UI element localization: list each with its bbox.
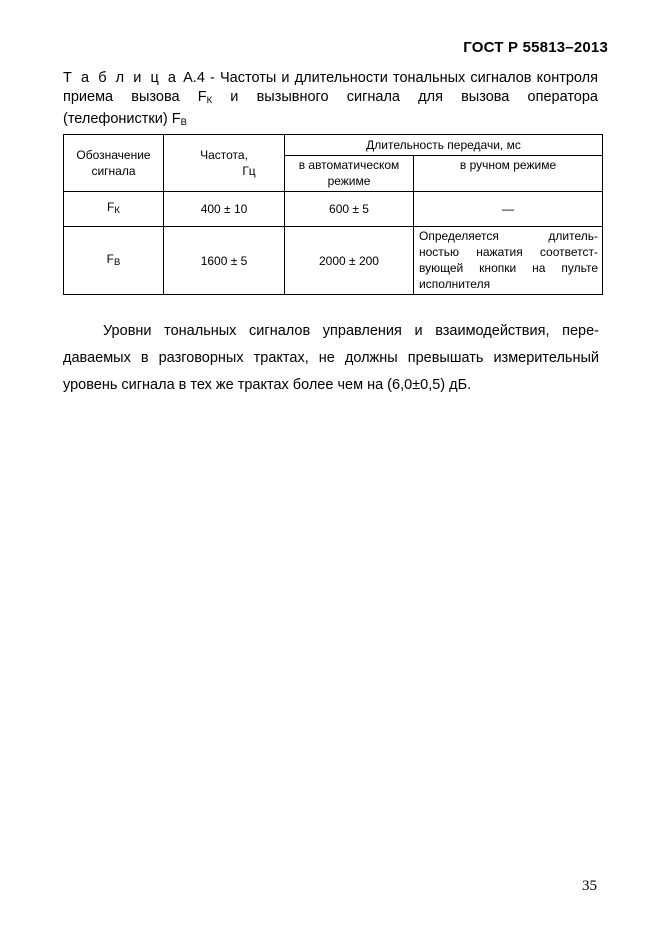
caption-line-3 xyxy=(63,110,598,132)
caption-label: Т а б л и ц а xyxy=(63,70,178,86)
cell-frequency: 400 ± 10 xyxy=(164,192,285,227)
caption-text-2a: приема вызова F xyxy=(63,89,207,105)
caption-line-1 xyxy=(63,69,598,88)
caption-text-1: - Частоты и длительности тональных сигналов контроля xyxy=(204,70,598,86)
signal-sub: В xyxy=(114,256,121,268)
signal-letter: F xyxy=(106,251,114,266)
header-frequency xyxy=(164,135,285,192)
table-row xyxy=(64,192,603,227)
header-frequency-line1: Частота, xyxy=(200,148,248,162)
signal-sub: К xyxy=(114,205,120,216)
page-number: 35 xyxy=(582,878,597,894)
caption-line-2 xyxy=(63,88,598,110)
caption-text-3a: (телефонистки) F xyxy=(63,111,181,127)
header-auto-mode xyxy=(285,156,414,192)
caption-sub-v: В xyxy=(180,117,187,128)
paragraph-line-1: Уровни тональных сигналов управления и взаимодействия, пере- xyxy=(103,323,599,339)
cell-manual xyxy=(414,227,603,295)
manual-line1: Определяется длитель- xyxy=(419,229,598,243)
paragraph-line-3: уровень сигнала в тех же трактах более чем на (6,0±0,5) дБ. xyxy=(63,377,472,393)
header-designation xyxy=(64,135,164,192)
cell-auto: 2000 ± 200 xyxy=(285,227,414,295)
cell-signal xyxy=(64,192,164,227)
header-auto-line2: режиме xyxy=(327,174,371,188)
header-auto-line1: в автоматическом xyxy=(298,158,400,172)
body-paragraph xyxy=(63,318,599,399)
table-caption xyxy=(63,69,598,132)
header-designation-line1: Обозначение xyxy=(76,148,151,162)
header-frequency-line2: Гц xyxy=(242,164,256,178)
header-duration: Длительность передачи, мс xyxy=(285,135,603,156)
cell-manual: — xyxy=(414,192,603,227)
cell-frequency: 1600 ± 5 xyxy=(164,227,285,295)
cell-auto: 600 ± 5 xyxy=(285,192,414,227)
caption-number: А.4 xyxy=(178,70,205,86)
table-row xyxy=(64,227,603,295)
manual-line2: ностью нажатия соответст- xyxy=(419,245,598,259)
caption-text-2b: и вызывного сигнала для вызова оператора xyxy=(212,89,598,105)
document-code: ГОСТ Р 55813–2013 xyxy=(463,39,608,56)
manual-line4: исполнителя xyxy=(419,277,491,291)
manual-line3: вующей кнопки на пульте xyxy=(419,261,598,275)
header-designation-line2: сигнала xyxy=(91,164,136,178)
cell-signal xyxy=(64,227,164,295)
table-header-row-1 xyxy=(64,135,603,156)
paragraph-line-2: даваемых в разговорных трактах, не должны превышать измерительный xyxy=(63,350,599,366)
header-manual-mode: в ручном режиме xyxy=(414,156,603,192)
caption-sub-k: К xyxy=(206,95,213,106)
signal-letter: F xyxy=(107,200,115,214)
signals-table xyxy=(63,134,603,295)
